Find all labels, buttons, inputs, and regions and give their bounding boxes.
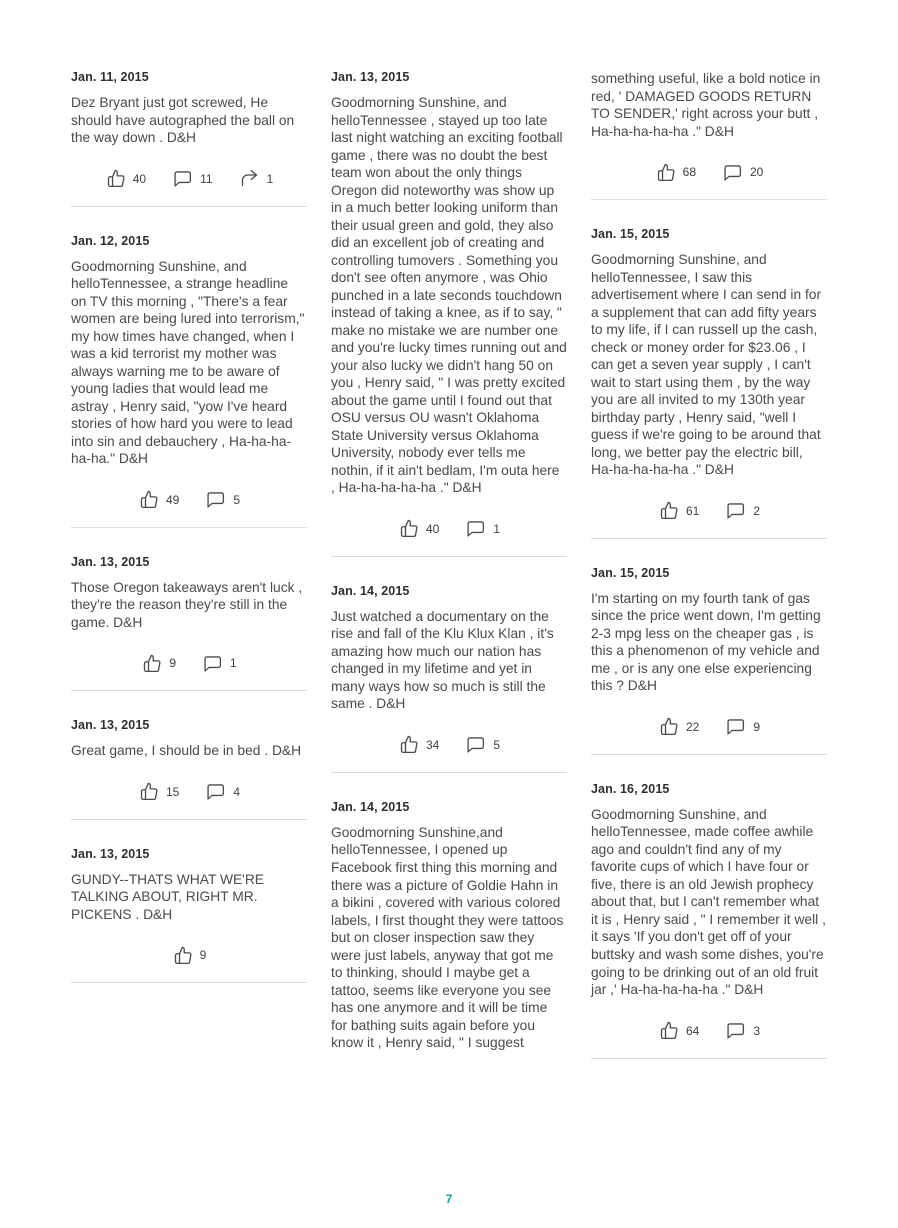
like-stat[interactable] (398, 734, 439, 755)
comment-count: 4 (233, 784, 241, 799)
comment-stat[interactable] (205, 781, 240, 802)
like-count: 64 (685, 1023, 700, 1038)
comment-stat[interactable] (725, 1020, 760, 1041)
comment-stat[interactable] (725, 716, 760, 737)
post-stats (71, 943, 307, 967)
comment-count: 1 (493, 521, 501, 536)
page-number: 7 (445, 1192, 453, 1206)
post (71, 847, 307, 984)
like-count: 9 (199, 948, 207, 963)
post-date: Jan. 12, 2015 (71, 233, 150, 248)
like-count: 22 (685, 719, 700, 734)
post-stats (331, 517, 567, 541)
post (71, 718, 307, 820)
post-date: Jan. 13, 2015 (71, 718, 150, 733)
post-divider (71, 819, 307, 820)
post-stats (591, 715, 827, 739)
post-date: Jan. 13, 2015 (331, 70, 410, 84)
post (331, 70, 567, 557)
post-divider (71, 982, 307, 983)
like-count: 15 (165, 784, 180, 799)
comment-stat[interactable] (172, 168, 212, 189)
column-1 (71, 70, 307, 1010)
post (591, 70, 827, 200)
post-divider (591, 754, 827, 755)
thumbs-up-icon (658, 1020, 679, 1041)
like-stat[interactable] (658, 716, 699, 737)
share-arrow-icon (239, 168, 260, 189)
post-text: Goodmorning Sunshine, and helloTennessee, a strange headline on TV this morning , "There's a fear women are being lured into terrorism," my how times have changed, when I was a kid terrorist my mother was always warning me to be aware of young ladies that would lead me astray , Henry said, "yow I've heard stories of how hard you were to lead into sin and debauchery , Ha-ha-ha-ha-ha." D&H (71, 258, 305, 467)
comment-bubble-icon (725, 716, 746, 737)
post-divider (71, 690, 307, 691)
thumbs-up-icon (138, 489, 159, 510)
thumbs-up-icon (141, 653, 162, 674)
column-3 (591, 70, 827, 1086)
comment-bubble-icon (465, 734, 486, 755)
like-stat[interactable] (141, 653, 176, 674)
like-count: 9 (169, 656, 176, 671)
post (591, 227, 827, 539)
column-2 (331, 70, 567, 1072)
like-count: 40 (425, 521, 440, 536)
post-divider (71, 527, 307, 528)
post-text: GUNDY--THATS WHAT WE'RE TALKING ABOUT, RIGHT MR. PICKENS . D&H (71, 871, 264, 922)
post-date: Jan. 11, 2015 (71, 70, 149, 84)
comment-stat[interactable] (725, 500, 760, 521)
thumbs-up-icon (172, 945, 193, 966)
like-stat[interactable] (398, 518, 439, 539)
like-count: 40 (132, 171, 147, 186)
post (591, 566, 827, 755)
share-stat[interactable] (239, 168, 274, 189)
post-stats (331, 733, 567, 757)
post-text: I'm starting on my fourth tank of gas since the price went down, I'm getting 2-3 mpg less on the cheaper gas , is this a phenomenon of my vehicle and me , or is any one else experiencing this ? D&H (591, 590, 821, 694)
comment-bubble-icon (722, 162, 743, 183)
post-date: Jan. 14, 2015 (331, 583, 410, 598)
post-stats (71, 488, 307, 512)
comment-bubble-icon (202, 653, 223, 674)
post-text: Great game, I should be in bed . D&H (71, 743, 302, 759)
post-stats (71, 780, 307, 804)
like-stat[interactable] (138, 781, 179, 802)
like-stat[interactable] (172, 945, 207, 966)
post-stats (71, 651, 307, 675)
like-count: 68 (682, 165, 696, 180)
comment-count: 20 (750, 165, 764, 180)
post-text: Dez Bryant just got screwed, He should have autographed the ball on the way down . D&H (71, 95, 295, 146)
comment-stat[interactable] (722, 162, 763, 183)
comment-count: 5 (493, 737, 501, 752)
comment-stat[interactable] (465, 734, 500, 755)
post-text: Goodmorning Sunshine, and helloTennessee , stayed up too late last night watching an exciting football game , there was no doubt the best team won about the only things Oregon did noteworthy was show up in a much better looking uniform than their usual green and gold, they also did an excellent job of creating and controlling tumovers . Something you don't see often anymore , was Ohio punched in a late seconds touchdown instead of taking a knee, as if to say, " make no mistake we are number one and you're lucky times running out and your also lucky we didn't hang 50 on you , Henry said, " I was pretty excited about the game until I found out that OSU versus OU wasn't Oklahoma State University versus Oklahoma University, nobody ever tells me nothin, if it ain't bedlam, I'm outa here , Ha-ha-ha-ha-ha ." D&H (331, 95, 567, 496)
comment-bubble-icon (172, 168, 193, 189)
post-divider (591, 1058, 827, 1059)
post-divider (591, 199, 827, 200)
post-divider (331, 556, 567, 557)
post (71, 234, 307, 528)
like-stat[interactable] (658, 500, 699, 521)
post (71, 555, 307, 692)
post-columns (71, 70, 827, 1086)
comment-bubble-icon (465, 518, 486, 539)
comment-count: 1 (230, 656, 237, 671)
post-text: Those Oregon takeaways aren't luck , they're the reason they're still in the game. D&H (71, 579, 303, 630)
comment-bubble-icon (725, 500, 746, 521)
like-stat[interactable] (138, 489, 179, 510)
like-stat[interactable] (658, 1020, 699, 1041)
like-count: 34 (425, 737, 440, 752)
like-stat[interactable] (105, 168, 146, 189)
post-date: Jan. 14, 2015 (331, 799, 410, 814)
post-date: Jan. 15, 2015 (591, 227, 670, 242)
post-text: Goodmorning Sunshine,and helloTennessee, I opened up Facebook first thing this morning and there was a picture of Goldie Hahn in a bikini , covered with various colored labels, I first thought they were tattoos but on closer inspection saw they were just labels, anyway that got me to thinking, should I maybe get a tattoo, seems like everyone you see has one anymore and it will be time for bathing suits again before you know it , Henry said, " I suggest (331, 824, 564, 1051)
comment-stat[interactable] (205, 489, 240, 510)
post-date: Jan. 13, 2015 (71, 554, 150, 569)
comment-bubble-icon (205, 781, 226, 802)
post (331, 584, 567, 773)
post-stats (591, 1019, 827, 1043)
comment-count: 3 (753, 1023, 761, 1038)
comment-count: 11 (200, 171, 213, 186)
comment-count: 5 (233, 492, 241, 507)
thumbs-up-icon (398, 734, 419, 755)
post-date: Jan. 15, 2015 (591, 565, 670, 580)
post-stats (591, 160, 827, 184)
thumbs-up-icon (658, 716, 679, 737)
comment-bubble-icon (205, 489, 226, 510)
post-divider (591, 538, 827, 539)
post-date: Jan. 13, 2015 (71, 846, 150, 861)
like-count: 61 (685, 503, 700, 518)
post-text: Goodmorning Sunshine, and helloTennessee, made coffee awhile ago and couldn't find any of my favorite cups of which I have four or five, there is an old Jewish prophecy about that, but I can't remember what it is , Henry said , " I remember it well , it says 'If you don't get off of your buttsky and wash some dishes, you're going to be drinking out of an old fruit jar ,' Ha-ha-ha-ha-ha ." D&H (591, 806, 826, 998)
post-text: Just watched a documentary on the rise and fall of the Klu Klux Klan , it's amazing how much our nation has changed in my lifetime and yet in many ways how so much is still the same . D&H (331, 608, 554, 712)
comment-count: 9 (753, 719, 761, 734)
thumbs-up-icon (655, 162, 676, 183)
post-stats (71, 167, 307, 191)
thumbs-up-icon (138, 781, 159, 802)
post-date: Jan. 16, 2015 (591, 781, 670, 796)
comment-count: 2 (753, 503, 761, 518)
post-divider (331, 772, 567, 773)
post-stats (591, 499, 827, 523)
post (331, 800, 567, 1052)
comment-stat[interactable] (202, 653, 237, 674)
post (71, 70, 307, 207)
thumbs-up-icon (105, 168, 126, 189)
like-stat[interactable] (655, 162, 696, 183)
comment-stat[interactable] (465, 518, 500, 539)
like-count: 49 (165, 492, 180, 507)
comment-bubble-icon (725, 1020, 746, 1041)
post-divider (71, 206, 307, 207)
post-text: Goodmorning Sunshine, and helloTennessee, I saw this advertisement where I can send in for a supplement that can add fifty years to my life, if I can russell up the cash, check or money order for $23.06 , I can get a seven year supply , I can't wait to start using them , by the way you are all invited to my 130th year birthday party , Henry said, "well I guess if we're going to be around that long, we better pay the electric bill, Ha-ha-ha-ha-ha ." D&H (591, 252, 822, 478)
post (591, 782, 827, 1059)
post-text: something useful, like a bold notice in red, ' DAMAGED GOODS RETURN TO SENDER,' right across your butt , Ha-ha-ha-ha-ha ." D&H (591, 71, 821, 139)
share-count: 1 (266, 171, 274, 186)
thumbs-up-icon (398, 518, 419, 539)
thumbs-up-icon (658, 500, 679, 521)
